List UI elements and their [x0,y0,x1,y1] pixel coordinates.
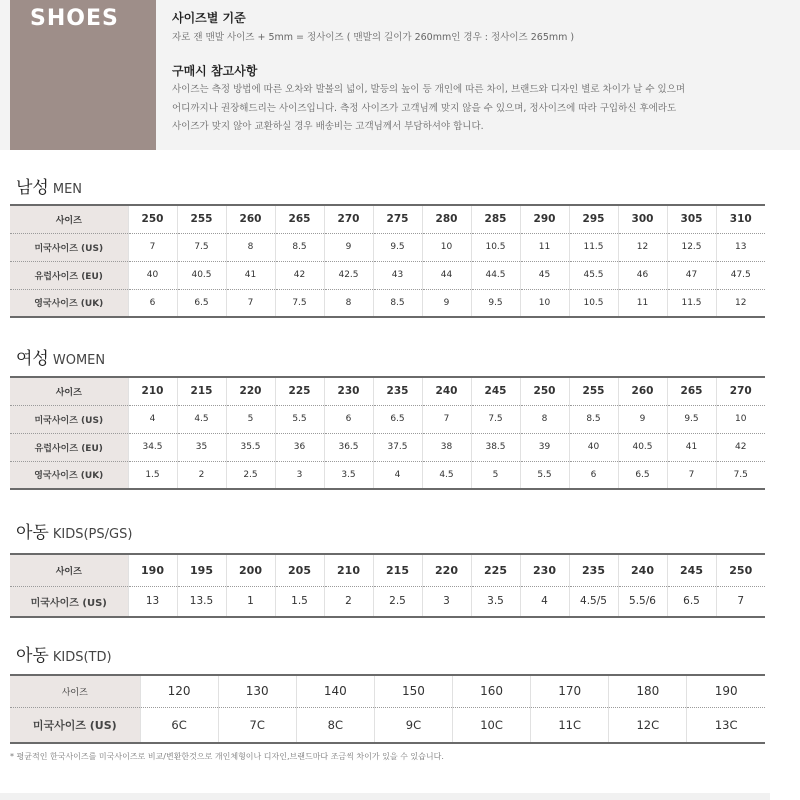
bottom-divider [0,793,770,800]
value-cell: 3 [422,586,471,617]
size-cell: 240 [422,377,471,405]
size-header-row [10,205,765,233]
value-cell: 13C [687,707,765,743]
value-cell: 9 [618,405,667,433]
size-cell: 130 [218,675,296,707]
value-cell: 41 [667,433,716,461]
kids-td-section-title [16,641,112,666]
size-cell: 190 [714,684,738,699]
kids-psgs-size-table [10,553,765,618]
size-cell: 300 [618,205,667,233]
size-cell: 280 [422,205,471,233]
size-cell: 240 [618,554,667,586]
us-size-row [10,707,765,743]
reference-line: 사이즈는 측정 방법에 따른 오차와 발볼의 넓이, 발등의 높이 등 개인에 따른 차이, 브랜드와 디자인 별로 차이가 날 수 있으며 [172,84,686,95]
value-cell: 5.5/6 [618,586,667,617]
size-cell: 275 [373,205,422,233]
value-cell: 10 [520,289,569,317]
row-label: 유럽사이즈 (EU) [10,261,128,289]
value-cell: 7.5 [177,233,226,261]
eu-size-row [10,433,765,461]
value-cell: 5.5 [275,405,324,433]
value-cell: 6 [128,289,177,317]
value-cell: 5 [226,405,275,433]
size-cell: 230 [324,377,373,405]
size-cell: 140 [296,675,374,707]
size-header-row [10,554,765,586]
value-cell: 12 [618,233,667,261]
row-label: 미국사이즈 (US) [10,405,128,433]
size-cell: 210 [128,377,177,405]
size-cell: 235 [569,554,618,586]
criteria-text: 자로 잰 맨발 사이즈 + 5mm = 정사이즈 ( 맨발의 길이가 260mm인 경우 : 정사이즈 265mm ) [172,32,575,43]
kids-psgs-section-title [16,518,132,543]
value-cell: 9.5 [667,405,716,433]
value-cell: 7C [218,707,296,743]
section-title-english: MEN [52,182,83,197]
size-cell: 225 [275,377,324,405]
value-cell: 7 [422,405,471,433]
reference-line: 사이즈가 맞지 않아 교환하실 경우 배송비는 고객님께서 부담하셔야 합니다. [172,121,484,132]
men-section-title [16,173,82,198]
section-title-english: WOMEN [52,353,106,368]
eu-size-row [10,261,765,289]
value-cell: 40 [128,261,177,289]
value-cell: 2.5 [226,461,275,489]
value-cell: 6.5 [177,289,226,317]
size-cell: 200 [226,554,275,586]
size-cell: 255 [569,377,618,405]
size-cell: 245 [471,377,520,405]
value-cell: 9.5 [373,233,422,261]
value-cell: 7 [667,461,716,489]
value-cell: 6.5 [373,405,422,433]
row-label: 영국사이즈 (UK) [10,461,128,489]
value-cell: 9C [374,707,452,743]
us-size-row [10,586,765,617]
value-cell: 11 [618,289,667,317]
value-cell: 4.5/5 [569,586,618,617]
value-cell: 11.5 [667,289,716,317]
value-cell: 36.5 [324,433,373,461]
row-label: 미국사이즈 (US) [10,233,128,261]
size-cell: 250 [128,205,177,233]
size-cell: 285 [471,205,520,233]
size-cell: 250 [520,377,569,405]
size-cell: 255 [177,205,226,233]
size-cell: 190 [128,554,177,586]
reference-line: 어디까지나 권장해드리는 사이즈입니다. 측정 사이즈가 고객님께 맞지 않을 수 있으며, 정사이즈에 따라 구입하신 후에라도 [172,103,677,114]
value-cell: 11.5 [569,233,618,261]
size-cell: 220 [422,554,471,586]
value-cell: 7 [128,233,177,261]
value-cell: 47.5 [716,261,765,289]
size-cell: 195 [177,554,226,586]
value-cell: 35 [177,433,226,461]
value-cell: 6 [324,405,373,433]
value-cell: 5.5 [520,461,569,489]
value-cell: 45.5 [569,261,618,289]
size-cell: 260 [618,377,667,405]
size-cell: 265 [667,377,716,405]
value-cell: 5 [471,461,520,489]
size-cell: 205 [275,554,324,586]
uk-size-row [10,461,765,489]
row-label: 사이즈 [10,377,128,405]
value-cell: 8.5 [373,289,422,317]
value-cell: 42 [275,261,324,289]
us-size-row [10,233,765,261]
row-label: 영국사이즈 (UK) [10,289,128,317]
value-cell: 44 [422,261,471,289]
size-cell: 215 [177,377,226,405]
value-cell: 11C [531,707,609,743]
value-cell: 9 [324,233,373,261]
section-title-english: KIDS(PS/GS) [52,527,133,542]
value-cell: 7.5 [716,461,765,489]
footnote: * 평균적인 한국사이즈를 미국사이즈로 비교/변환한것으로 개인체형이나 디자인,브랜드마다 조금씩 차이가 있을 수 있습니다. [10,752,444,761]
value-cell: 46 [618,261,667,289]
value-cell: 3.5 [324,461,373,489]
value-cell: 8 [226,233,275,261]
row-label: 미국사이즈 (US) [10,707,140,743]
value-cell: 11 [520,233,569,261]
value-cell: 8.5 [275,233,324,261]
kids-td-size-table [10,674,765,744]
value-cell: 3 [275,461,324,489]
reference-title: 구매시 참고사항 [172,64,258,78]
value-cell: 2 [177,461,226,489]
size-cell: 235 [373,377,422,405]
row-label: 미국사이즈 (US) [10,586,128,617]
value-cell: 47 [667,261,716,289]
value-cell: 42 [716,433,765,461]
size-cell: 215 [373,554,422,586]
size-cell: 310 [729,213,752,226]
value-cell: 8.5 [569,405,618,433]
value-cell: 6C [140,707,218,743]
value-cell: 6.5 [618,461,667,489]
value-cell: 10.5 [471,233,520,261]
size-cell: 160 [453,675,531,707]
row-label: 사이즈 [10,675,140,707]
women-section-title [16,344,105,369]
value-cell: 45 [520,261,569,289]
value-cell: 7 [716,586,765,617]
size-cell: 265 [275,205,324,233]
uk-size-row [10,289,765,317]
value-cell: 39 [520,433,569,461]
size-cell: 120 [140,675,218,707]
value-cell: 12 [716,289,765,317]
value-cell: 10 [716,405,765,433]
value-cell: 40 [569,433,618,461]
size-header-row [10,377,765,405]
row-label: 유럽사이즈 (EU) [10,433,128,461]
size-cell: 230 [520,554,569,586]
value-cell: 13.5 [177,586,226,617]
section-title-korean: 남성 [16,178,49,198]
size-cell: 295 [569,205,618,233]
value-cell: 7 [226,289,275,317]
men-size-table [10,204,765,318]
value-cell: 8 [520,405,569,433]
size-header-row [10,675,765,707]
value-cell: 1.5 [275,586,324,617]
value-cell: 4 [373,461,422,489]
value-cell: 42.5 [324,261,373,289]
section-title-korean: 여성 [16,349,49,369]
value-cell: 4.5 [422,461,471,489]
size-cell: 210 [324,554,373,586]
size-guide-header [0,0,800,150]
value-cell: 4 [520,586,569,617]
size-cell: 245 [667,554,716,586]
value-cell: 7.5 [471,405,520,433]
value-cell: 34.5 [128,433,177,461]
row-label: 사이즈 [10,554,128,586]
value-cell: 10 [422,233,471,261]
value-cell: 4.5 [177,405,226,433]
size-cell: 260 [226,205,275,233]
value-cell: 41 [226,261,275,289]
us-size-row [10,405,765,433]
women-size-table [10,376,765,490]
size-cell: 150 [374,675,452,707]
size-cell: 305 [667,205,716,233]
size-cell: 225 [471,554,520,586]
value-cell: 9.5 [471,289,520,317]
value-cell: 40.5 [618,433,667,461]
size-cell: 290 [520,205,569,233]
size-cell: 270 [729,385,752,398]
value-cell: 38.5 [471,433,520,461]
value-cell: 2.5 [373,586,422,617]
section-title-english: KIDS(TD) [52,650,112,665]
value-cell: 35.5 [226,433,275,461]
value-cell: 12C [609,707,687,743]
section-title-korean: 아동 [16,523,49,543]
value-cell: 40.5 [177,261,226,289]
value-cell: 44.5 [471,261,520,289]
value-cell: 7.5 [275,289,324,317]
value-cell: 36 [275,433,324,461]
value-cell: 6 [569,461,618,489]
size-cell: 180 [609,675,687,707]
size-cell: 270 [324,205,373,233]
value-cell: 13 [716,233,765,261]
value-cell: 10C [453,707,531,743]
value-cell: 4 [128,405,177,433]
value-cell: 37.5 [373,433,422,461]
row-label: 사이즈 [10,205,128,233]
size-cell: 170 [531,675,609,707]
value-cell: 8C [296,707,374,743]
criteria-title: 사이즈별 기준 [172,11,246,25]
value-cell: 43 [373,261,422,289]
section-title-korean: 아동 [16,646,49,666]
value-cell: 9 [422,289,471,317]
value-cell: 10.5 [569,289,618,317]
value-cell: 1.5 [128,461,177,489]
value-cell: 2 [324,586,373,617]
size-cell: 220 [226,377,275,405]
size-cell: 250 [729,563,753,577]
value-cell: 1 [226,586,275,617]
value-cell: 8 [324,289,373,317]
value-cell: 38 [422,433,471,461]
value-cell: 13 [128,586,177,617]
brand-title: SHOES [30,6,119,31]
value-cell: 6.5 [667,586,716,617]
value-cell: 12.5 [667,233,716,261]
value-cell: 3.5 [471,586,520,617]
